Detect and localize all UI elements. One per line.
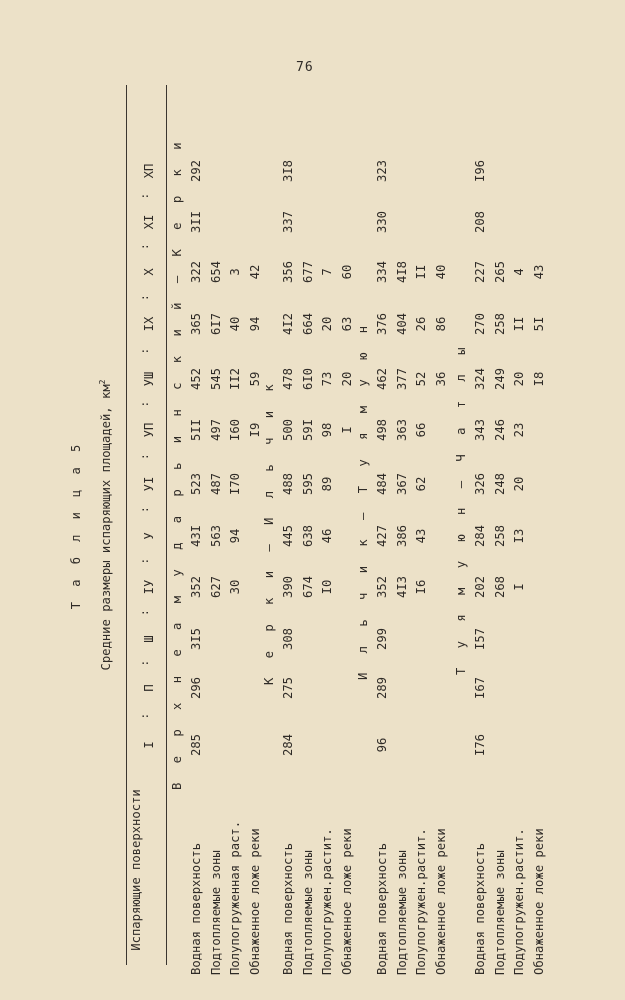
table-cell: 40 <box>433 264 448 280</box>
table-cell: 445 <box>281 525 295 548</box>
table-title: Т а б л и ц а 5 <box>69 440 83 610</box>
table-cell: 94 <box>247 316 262 332</box>
section-title: Т у я м у ю н – Ч а т л ы <box>454 341 468 675</box>
table-cell: 3 <box>228 268 242 276</box>
table-subtitle <box>98 75 113 975</box>
table-cell: II <box>414 264 428 280</box>
table-cell: 498 <box>375 419 389 442</box>
table-cell: 365 <box>189 313 203 336</box>
subtitle-text: Средние размеры испаряющих площадей, км <box>99 384 114 671</box>
header-month: I <box>142 741 156 749</box>
table-cell: 386 <box>394 525 409 548</box>
table-cell: 3II <box>189 211 203 234</box>
table-cell: 46 <box>320 528 334 544</box>
table-cell: 66 <box>414 422 428 438</box>
table-cell: 94 <box>228 528 242 544</box>
table-cell: 265 <box>492 261 507 284</box>
table-cell: 563 <box>208 525 223 548</box>
table-cell: 7 <box>320 268 334 276</box>
table-cell: 3I5 <box>189 628 203 651</box>
table-cell: 343 <box>473 419 487 442</box>
table-cell: 376 <box>375 313 389 336</box>
table-cell: 20 <box>512 371 526 387</box>
row-label: Подтопляемые зоны <box>208 850 223 975</box>
column-separator: : <box>138 609 151 616</box>
table-cell: 227 <box>473 261 487 284</box>
table-cell: I96 <box>473 160 487 183</box>
table-cell: 6I7 <box>208 313 223 336</box>
table-cell: 487 <box>208 473 223 496</box>
table-cell: 30 <box>228 579 242 595</box>
column-separator: : <box>138 659 151 667</box>
table-cell: 478 <box>281 368 295 391</box>
section-title: К е р к и – И л ь ч и к <box>262 378 276 685</box>
table-cell: 296 <box>189 677 203 700</box>
table-cell: 43I <box>189 525 203 548</box>
header-month: Ш <box>142 635 156 643</box>
table-cell: I <box>512 583 526 591</box>
table-cell: 6I0 <box>300 368 315 391</box>
row-label: Водная поверхность <box>281 842 295 975</box>
table-cell: 36 <box>433 371 448 387</box>
row-label: Обнаженное ложе реки <box>531 828 546 975</box>
table-cell: 352 <box>375 576 389 599</box>
row-label: Подтопляемые зоны <box>394 850 409 975</box>
table-cell: 249 <box>492 368 507 391</box>
row-label: Обнаженное ложе реки <box>247 828 262 975</box>
table-cell: 664 <box>300 313 315 336</box>
table-cell: 4I2 <box>281 313 295 336</box>
header-month: У <box>142 532 156 540</box>
column-separator: : <box>138 712 151 720</box>
row-label: Обнаженное ложе реки <box>339 828 354 975</box>
table-cell: 42 <box>247 264 262 280</box>
table-cell: I76 <box>473 734 487 757</box>
table-cell: 59 <box>247 371 262 387</box>
table-cell: 545 <box>208 368 223 391</box>
table-cell: 363 <box>394 419 409 442</box>
row-label: Водная поверхность <box>473 842 487 975</box>
rotated-table-sheet <box>62 55 567 975</box>
row-label: Подтопляемые зоны <box>492 850 507 975</box>
table-cell: I60 <box>228 419 242 442</box>
table-cell: 677 <box>300 261 315 284</box>
header-month: УП <box>142 422 156 438</box>
table-cell: 4I3 <box>394 576 409 599</box>
header-surfaces: Испаряющие поверхности <box>129 789 143 951</box>
table-cell: 73 <box>320 371 334 387</box>
table-cell: 595 <box>300 473 315 496</box>
table-cell: 523 <box>189 473 203 496</box>
table-cell: 43 <box>414 528 428 544</box>
table-cell: 367 <box>394 473 409 496</box>
header-month: УШ <box>142 371 156 387</box>
table-cell: 246 <box>492 419 507 442</box>
row-label: Водная поверхность <box>375 842 389 975</box>
table-cell: 96 <box>375 737 389 753</box>
table-cell: 484 <box>375 473 389 496</box>
table-cell: 5II <box>189 419 203 442</box>
table-cell: II2 <box>228 368 242 391</box>
table-cell: I3 <box>512 528 526 544</box>
row-label: Подупогружен.растит. <box>512 828 526 975</box>
column-separator: : <box>138 400 151 408</box>
table-cell: 452 <box>189 368 203 391</box>
column-separator: : <box>138 453 151 460</box>
table-cell: 248 <box>492 473 507 496</box>
table-cell: 627 <box>208 576 223 599</box>
header-month: УI <box>142 476 156 492</box>
table-cell: 258 <box>492 525 507 548</box>
table-cell: 275 <box>281 677 295 700</box>
table-cell: 4 <box>512 268 526 276</box>
table-cell: 52 <box>414 371 428 387</box>
table-cell: I67 <box>473 677 487 700</box>
table-cell: I0 <box>320 579 334 595</box>
table-cell: 326 <box>473 473 487 496</box>
table-cell: 284 <box>473 525 487 548</box>
table-cell: 5I <box>531 316 546 332</box>
table-cell: 20 <box>512 476 526 492</box>
table-cell: 462 <box>375 368 389 391</box>
table-cell: 40 <box>228 316 242 332</box>
table-cell: 86 <box>433 316 448 332</box>
table-cell: 60 <box>339 264 354 280</box>
table-cell: 308 <box>281 628 295 651</box>
table-cell: 43 <box>531 264 546 280</box>
column-separator: : <box>138 506 151 513</box>
column-separator: : <box>138 557 151 565</box>
row-label: Полупогружен.растит. <box>414 828 428 975</box>
header-month: XП <box>142 163 156 179</box>
table-cell: 638 <box>300 525 315 548</box>
table-cell: 390 <box>281 576 295 599</box>
table-cell: 3I8 <box>281 160 295 183</box>
column-separator: : <box>138 347 151 355</box>
table-cell: 356 <box>281 261 295 284</box>
table-cell: I57 <box>473 628 487 651</box>
header-month: П <box>142 684 156 692</box>
table-cell: 98 <box>320 422 334 438</box>
table-cell: 299 <box>375 628 389 651</box>
table-cell: I6 <box>414 579 428 595</box>
header-month: IУ <box>142 579 156 595</box>
table-cell: 89 <box>320 476 334 492</box>
header-bottom-rule <box>166 85 167 965</box>
table-cell: 488 <box>281 473 295 496</box>
table-cell: 63 <box>339 316 354 332</box>
section-title: В е р х н е а м у д а р ь и н с к и й – К е р к и <box>170 136 184 790</box>
row-label: Водная поверхность <box>189 842 203 975</box>
table-cell: 322 <box>189 261 203 284</box>
table-cell: II <box>512 316 526 332</box>
table-cell: 20 <box>339 371 354 387</box>
table-cell: 334 <box>375 261 389 284</box>
table-cell: 292 <box>189 160 203 183</box>
table-cell: 62 <box>414 476 428 492</box>
row-label: Обнаженное ложе реки <box>433 828 448 975</box>
table-cell: 377 <box>394 368 409 391</box>
table-cell: 202 <box>473 576 487 599</box>
header-month: IX <box>142 316 156 332</box>
table-cell: 20 <box>320 316 334 332</box>
section-title: И л ь ч и к – Т у я м у ю н <box>356 319 370 680</box>
table-cell: 268 <box>492 576 507 599</box>
subtitle-superscript: 2 <box>98 379 107 385</box>
table-cell: 427 <box>375 525 389 548</box>
table-cell: 23 <box>512 422 526 438</box>
table-cell: I <box>339 426 354 434</box>
column-separator: : <box>138 192 151 200</box>
table-cell: 497 <box>208 419 223 442</box>
table-cell: 323 <box>375 160 389 183</box>
row-label: Полупогружен.растит. <box>320 828 334 975</box>
table-cell: 270 <box>473 313 487 336</box>
table-cell: 654 <box>208 261 223 284</box>
table-cell: 284 <box>281 734 295 757</box>
table-cell: 674 <box>300 576 315 599</box>
table-cell: I70 <box>228 473 242 496</box>
header-month: X <box>142 268 156 276</box>
header-month: XI <box>142 214 156 230</box>
table-cell: 337 <box>281 211 295 234</box>
table-cell: I8 <box>531 371 546 387</box>
row-label: Полупогруженная раст. <box>228 820 242 975</box>
table-cell: 352 <box>189 576 203 599</box>
table-cell: 330 <box>375 211 389 234</box>
column-separator: : <box>138 294 151 301</box>
column-separator: : <box>138 243 151 250</box>
table-cell: 208 <box>473 211 487 234</box>
table-cell: 4I8 <box>394 261 409 284</box>
header-top-rule <box>126 85 127 965</box>
table-cell: 404 <box>394 313 409 336</box>
table-cell: 324 <box>473 368 487 391</box>
table-cell: 500 <box>281 419 295 442</box>
table-cell: 59I <box>300 419 315 442</box>
page-number: 76 <box>296 60 314 75</box>
table-cell: 285 <box>189 734 203 757</box>
table-cell: 289 <box>375 677 389 700</box>
table-cell: 258 <box>492 313 507 336</box>
table-cell: I9 <box>247 422 262 438</box>
table-cell: 26 <box>414 316 428 332</box>
row-label: Подтопляемые зоны <box>300 850 315 975</box>
